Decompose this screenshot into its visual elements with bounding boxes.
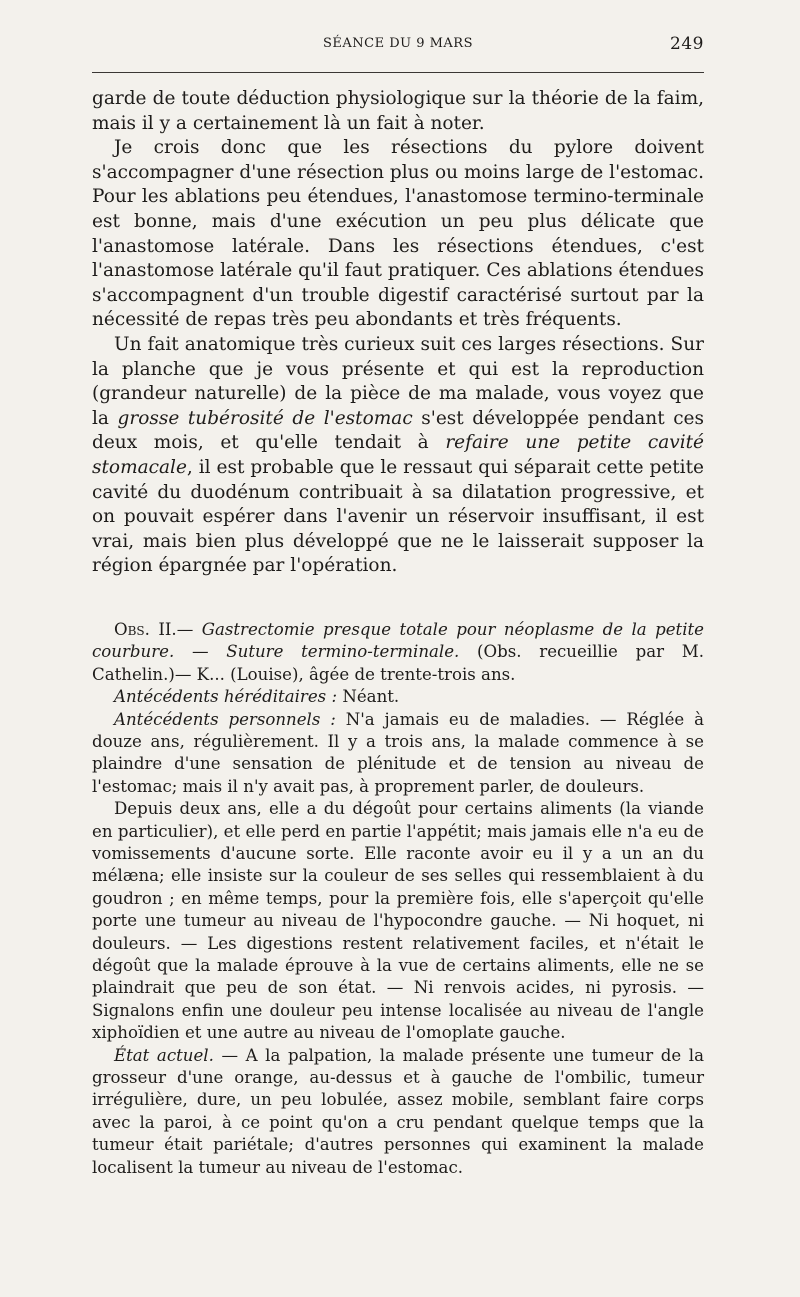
current-state-text: — A la palpation, la malade présente une tumeur de la grosseur d'une orange, au-dessus et à gauche de l'ombilic, tumeur irrégulière, dure, un peu lobulée, assez mobile, semblant faire corps avec la paroi, à ce point qu'on a cru pendant quelque temps que la tumeur était pariétale; d'autres personnes qui examinent la malade localisent la tumeur au niveau de l'estomac. [92,1045,704,1177]
current-state [92,1045,704,1179]
book-page [92,30,704,1179]
paragraph-3-part-b: s'est développée pendant ces deux mois, et qu'elle tendait à [92,407,705,454]
main-text [92,87,704,579]
observation-section [92,619,704,1179]
personal-text: N'a jamais eu de maladies. — Réglée à douze ans, régulièrement. Il y a trois ans, la malade commence à se plaindre d'une sensation de plénitude et de tension au niveau de l'estomac; mais il n'y avait pas, à proprement parler, de douleurs. [92,709,704,796]
observation-label: Obs. II. [114,619,177,639]
paragraph-3-italic-2: refaire une petite cavité stomacale [92,432,704,478]
personal-label: Antécédents personnels : [114,709,336,729]
paragraph-3-part-c: , il est probable que le ressaut qui séparait cette petite cavité du duodénum contribuait à sa dilatation progressive, et on pouvait espérer dans l'avenir un réservoir insuffisant, il est vrai, mais bien plus développé que ne le laisserait supposer la région épargnée par l'opération. [92,456,704,577]
header-rule [92,72,704,73]
page-number: 249 [670,34,704,54]
personal-history [92,709,704,799]
observation-title: Gastrectomie presque totale pour néoplasme de la petite courbure. — Suture termino-terminale. [92,619,704,662]
paragraph-2: Je crois donc que les résections du pylore doivent s'accompagner d'une résection plus ou moins large de l'estomac. Pour les ablations peu étendues, l'anastomose termino-terminale est bonne, mais d'une exécution un peu plus délicate que l'anastomose latérale. Dans les résections étendues, c'est l'anastomose latérale qu'il faut pratiquer. Ces ablations étendues s'accompagnent d'un trouble digestif caractérisé surtout par la nécessité de repas très peu abondants et très fréquents. [92,137,704,331]
running-title: SÉANCE DU 9 MARS [322,36,474,51]
hereditary-text: Néant. [337,687,400,707]
history-paragraph: Depuis deux ans, elle a du dégoût pour certains aliments (la viande en particulier), et elle perd en partie l'appétit; mais jamais elle n'a eu de vomissements d'aucune sorte. Elle raconte avoir eu il y a un an du mélæna; elle insiste sur la couleur de ses selles qui ressemblaient à du goudron ; en même temps, pour la première fois, elle s'aperçoit qu'elle porte une tumeur au niveau de l'hypocondre gauche. — Ni hoquet, ni douleurs. — Les digestions restent relativement faciles, et n'était le dégoût que la malade éprouve à la vue de certains aliments, elle ne se plaindrait que peu de son état. — Ni renvois acides, ni pyrosis. — Signalons enfin une douleur peu intense localisée au niveau de l'angle xiphoïdien et une autre au niveau de l'omoplate gauche. [92,799,704,1043]
current-state-label: État actuel. [114,1045,214,1065]
running-head [92,30,704,60]
paragraph-3 [92,333,704,579]
hereditary-history [92,686,704,708]
observation-source: (Obs. recueillie par M. Cathelin.)— K... (Louise), âgée de trente-trois ans. [92,642,705,684]
observation-heading [92,619,704,686]
observation-dash: — [176,619,202,639]
hereditary-label: Antécédents héréditaires : [114,687,338,707]
paragraph-1: garde de toute déduction physiologique sur la théorie de la faim, mais il y a certainement là un fait à noter. [92,88,704,134]
paragraph-3-part-a: Un fait anatomique très curieux suit ces larges résections. Sur la planche que je vous présente et qui est la reproduction (grandeur naturelle) de la pièce de ma malade, vous voyez que la [92,333,704,429]
paragraph-3-italic-1: grosse tubérosité de l'estomac [117,407,413,429]
